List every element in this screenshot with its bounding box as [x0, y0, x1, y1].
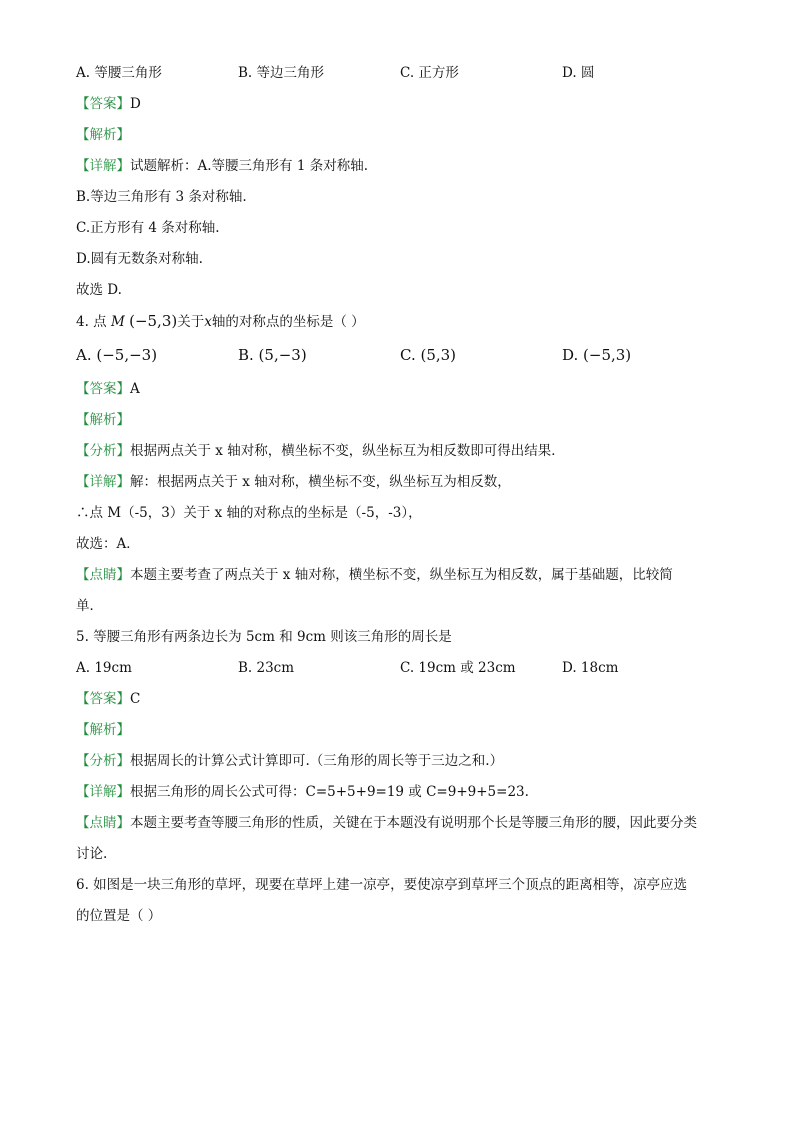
detail-tag: 【详解】: [76, 474, 130, 490]
dianjing-text: 本题主要考查等腰三角形的性质，关键在于本题没有说明那个长是等腰三角形的腰，因此要分类: [130, 815, 697, 831]
q6-stem-cont: 的位置是（ ）: [76, 908, 162, 924]
detail-tag: 【详解】: [76, 784, 130, 800]
analysis-tag: 【解析】: [76, 412, 130, 428]
fenxi-text: 根据两点关于 x 轴对称，横坐标不变，纵坐标互为相反数即可得出结果．: [130, 443, 565, 459]
q3-analysis: [76, 120, 726, 151]
q5-options: [76, 653, 726, 684]
q5-option-d[interactable]: D. 18cm: [562, 660, 619, 676]
q4-fenxi: [76, 436, 726, 467]
q4-answer: [76, 374, 726, 405]
fenxi-tag: 【分析】: [76, 443, 130, 459]
q5-detail: [76, 777, 726, 808]
q3-line-d: D.圆有无数条对称轴.: [76, 251, 203, 267]
analysis-tag: 【解析】: [76, 722, 130, 738]
q4-dianjing: [76, 560, 726, 591]
q3-option-c[interactable]: C. 正方形: [400, 65, 459, 81]
analysis-tag: 【解析】: [76, 127, 130, 143]
q4-analysis: [76, 405, 726, 436]
dianjing-text: 本题主要考查了两点关于 x 轴对称，横坐标不变，纵坐标互为相反数，属于基础题，比较简: [130, 567, 673, 583]
q4-option-a[interactable]: A. (−5,−3): [76, 346, 158, 364]
dianjing-tag: 【点睛】: [76, 815, 130, 831]
q4-detail: [76, 467, 726, 498]
q5-option-a[interactable]: A. 19cm: [76, 660, 132, 676]
q4-point-coord: (−5,3): [129, 312, 178, 330]
answer-tag: 【答案】: [76, 96, 130, 112]
q5-stem: 5. 等腰三角形有两条边长为 5cm 和 9cm 则该三角形的周长是: [76, 629, 452, 645]
answer-value: A: [130, 381, 140, 397]
q5-analysis: [76, 715, 726, 746]
q5-fenxi: [76, 746, 726, 777]
q4-option-d[interactable]: D. (−5,3): [562, 346, 632, 364]
fenxi-tag: 【分析】: [76, 753, 130, 769]
answer-tag: 【答案】: [76, 691, 130, 707]
q3-line-b: B.等边三角形有 3 条对称轴.: [76, 189, 247, 205]
q4-dianjing-cont: 单．: [76, 598, 103, 614]
q5-dianjing-cont: 讨论.: [76, 846, 108, 862]
q5-option-c[interactable]: C. 19cm 或 23cm: [400, 660, 516, 676]
dianjing-tag: 【点睛】: [76, 567, 130, 583]
q4-options: [76, 337, 726, 374]
q4-stem-suffix: 轴的对称点的坐标是（ ）: [211, 314, 365, 330]
q3-option-a[interactable]: A. 等腰三角形: [76, 65, 162, 81]
detail-text: 根据三角形的周长公式可得：C=5+5+9=19 或 C=9+9+5=23.: [130, 784, 529, 800]
q4-stem-mid: 关于: [177, 314, 205, 330]
q3-answer: [76, 89, 726, 120]
q3-line-c: C.正方形有 4 条对称轴.: [76, 220, 220, 236]
q5-option-b[interactable]: B. 23cm: [238, 660, 295, 676]
document-page: [76, 58, 726, 932]
q4-choose: 故选：A．: [76, 536, 140, 552]
q3-options: [76, 58, 726, 89]
q4-point-label: M: [110, 314, 125, 330]
fenxi-text: 根据周长的计算公式计算即可.（三角形的周长等于三边之和.）: [130, 753, 504, 769]
q4-therefore: ∴点 M（-5，3）关于 x 轴的对称点的坐标是（-5，-3），: [76, 505, 422, 521]
answer-value: D: [130, 96, 141, 112]
detail-tag: 【详解】: [76, 158, 130, 174]
detail-text: 试题解析：A.等腰三角形有 1 条对称轴.: [130, 158, 369, 174]
q4-stem: [76, 306, 726, 337]
q3-option-b[interactable]: B. 等边三角形: [238, 65, 325, 81]
q5-dianjing: [76, 808, 726, 839]
q5-answer: [76, 684, 726, 715]
q3-option-d[interactable]: D. 圆: [562, 65, 595, 81]
answer-tag: 【答案】: [76, 381, 130, 397]
q3-choose: 故选 D.: [76, 282, 122, 298]
q4-option-c[interactable]: C. (5,3): [400, 346, 457, 364]
answer-value: C: [130, 691, 141, 707]
detail-text: 解：根据两点关于 x 轴对称，横坐标不变，纵坐标互为相反数，: [130, 474, 511, 490]
q4-stem-prefix: 4. 点: [76, 314, 107, 330]
q3-detail: [76, 151, 726, 182]
q4-option-b[interactable]: B. (5,−3): [238, 346, 307, 364]
q6-stem: 6. 如图是一块三角形的草坪，现要在草坪上建一凉亭，要使凉亭到草坪三个顶点的距离相等，凉亭应选: [76, 877, 688, 893]
q4-axis-label: x: [204, 314, 212, 330]
